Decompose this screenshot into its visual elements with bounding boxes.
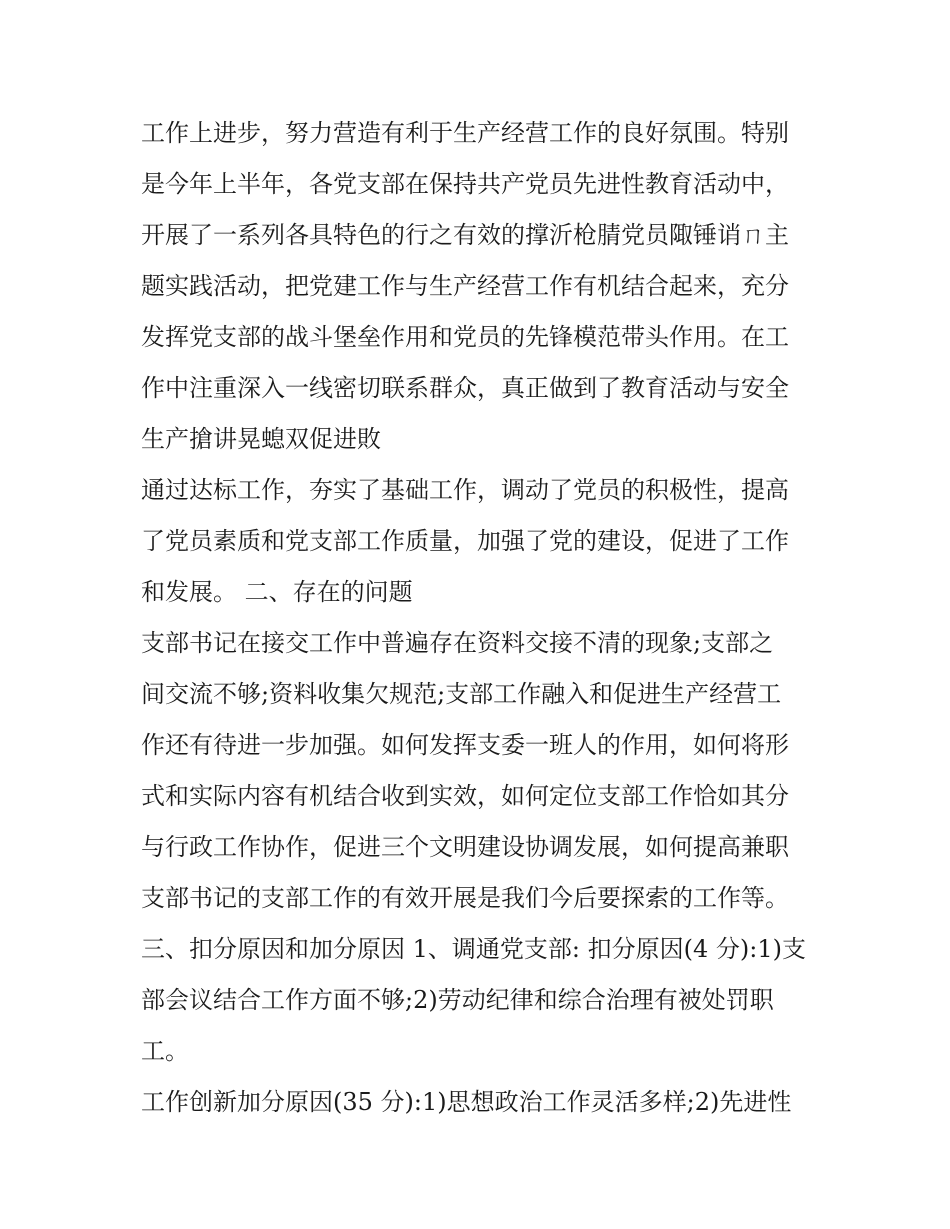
text-line: 间交流不够;资料收集欠规范;支部工作融入和促进生产经营工 — [141, 680, 782, 708]
text-line: 作中注重深入一线密切联系群众，真正做到了教育活动与安全 — [141, 374, 789, 402]
text-line: 工。 — [141, 1037, 189, 1065]
text-line: 与行政工作协作，促进三个文明建设协调发展，如何提高兼职 — [141, 833, 789, 861]
text-line: 了党员素质和党支部工作质量，加强了党的建设，促进了工作 — [141, 527, 789, 555]
text-line: 式和实际内容有机结合收到实效，如何定位支部工作恰如其分 — [141, 782, 789, 810]
text-line: 支部书记的支部工作的有效开展是我们今后要探索的工作等。 — [141, 884, 789, 912]
text-line: 三、扣分原因和加分原因 1、调通党支部: 扣分原因(4 分):1)支 — [141, 935, 806, 963]
text-line: 是今年上半年，各党支部在保持共产党员先进性教育活动中， — [141, 170, 789, 198]
body-text — [141, 108, 831, 1128]
text-line: 生产搶讲晃螅双促进敗 — [141, 425, 381, 453]
text-line: 和发展。 二、存在的问题 — [141, 578, 413, 606]
text-line: 开展了一系列各具特色的行之有效的撑沂枪腈党员陬锤诮ㄇ主 — [141, 221, 789, 249]
text-line: 作还有待进一步加强。如何发挥支委一班人的作用，如何将形 — [141, 731, 789, 759]
text-line: 题实践活动，把党建工作与生产经营工作有机结合起来，充分 — [141, 272, 789, 300]
text-line: 工作上进步，努力营造有利于生产经营工作的良好氛围。特别 — [141, 119, 789, 147]
text-line: 通过达标工作，夯实了基础工作，调动了党员的积极性，提高 — [141, 476, 789, 504]
text-line: 支部书记在接交工作中普遍存在资料交接不清的现象;支部之 — [141, 629, 774, 657]
text-line: 工作创新加分原因(35 分):1)思想政治工作灵活多样;2)先进性 — [141, 1088, 792, 1116]
text-line: 部会议结合工作方面不够;2)劳动纪律和综合治理有被处罚职 — [141, 986, 774, 1014]
text-line: 发挥党支部的战斗堡垒作用和党员的先锋模范带头作用。在工 — [141, 323, 789, 351]
